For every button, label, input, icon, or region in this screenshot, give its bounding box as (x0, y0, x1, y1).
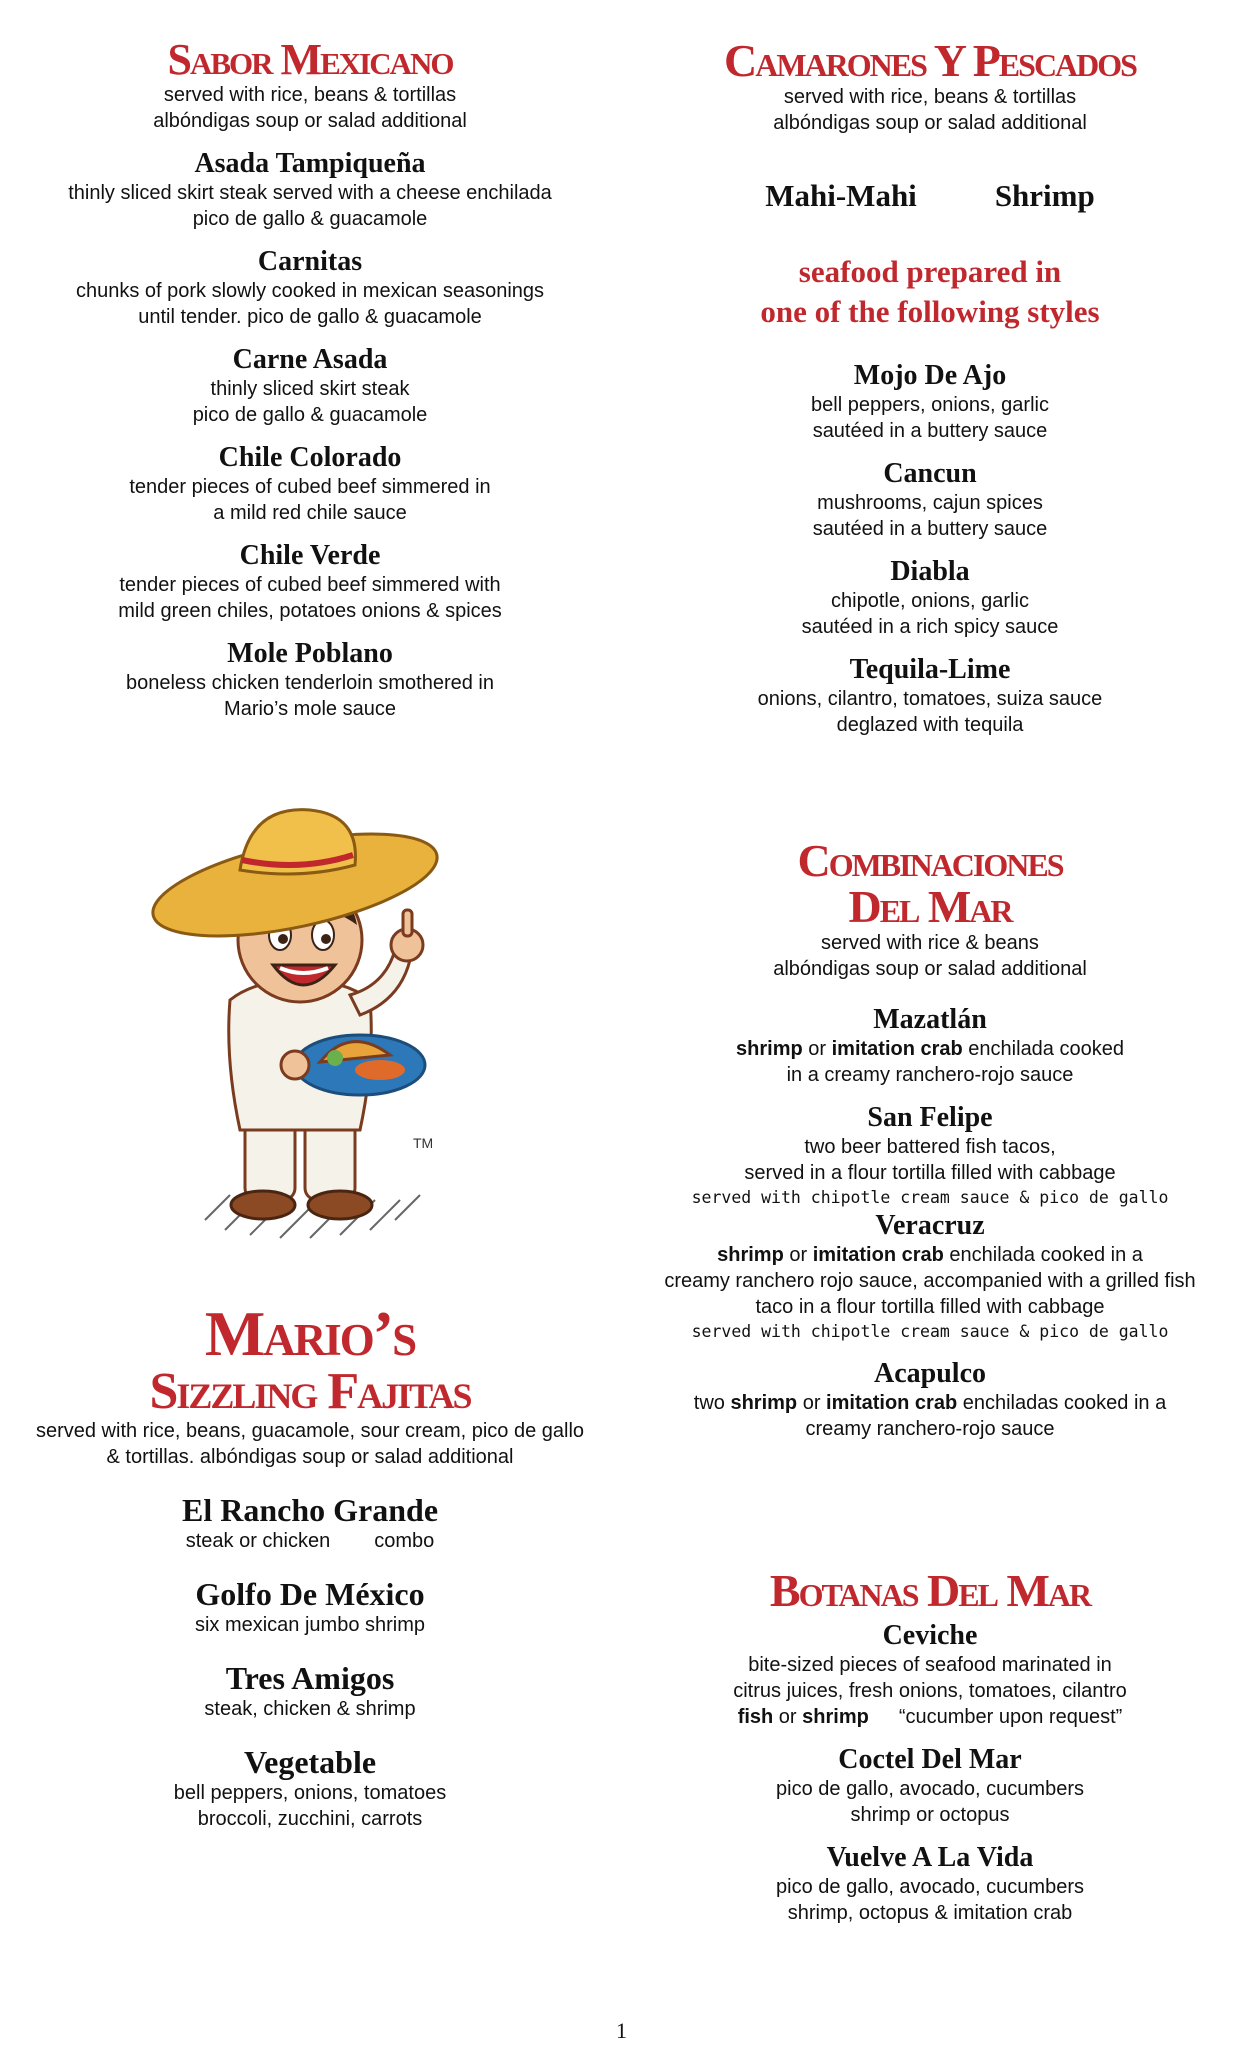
protein-options (640, 178, 1220, 214)
dish-description: thinly sliced skirt steak served with a cheese enchilada (68, 182, 552, 204)
dish-description: broccoli, zucchini, carrots (197, 1808, 423, 1830)
dish-name: Mole Poblano (227, 638, 393, 669)
menu-item (30, 1576, 590, 1638)
text-span: or (783, 1244, 813, 1266)
sabor-mexicano-section (30, 35, 590, 722)
section-description: served with rice, beans, guacamole, sour cream, pico de gallo (35, 1420, 585, 1442)
text-span: enchilada cooked (962, 1038, 1124, 1060)
section-description: & tortillas. albóndigas soup or salad additional (106, 1446, 514, 1468)
dish-note: served with chipotle cream sauce & pico de gallo (691, 1322, 1169, 1341)
menu-item (640, 1102, 1220, 1210)
styles-note (640, 252, 1220, 332)
menu-item (30, 344, 590, 428)
option-combo: combo (374, 1530, 435, 1552)
protein-shrimp: Shrimp (994, 178, 1095, 213)
bold-option: fish (737, 1706, 774, 1728)
menu-item (640, 1620, 1220, 1730)
text-span: two (693, 1392, 731, 1414)
dish-description: two beer battered fish tacos, (804, 1136, 1056, 1158)
dish-description: served in a flour tortilla filled with cabbage (744, 1162, 1116, 1184)
menu-item (30, 1492, 590, 1554)
dish-description: tender pieces of cubed beef simmered with (119, 574, 501, 596)
dish-description (640, 1704, 1220, 1730)
dish-description: taco in a flour tortilla filled with cabbage (755, 1296, 1105, 1318)
bold-option: shrimp (802, 1706, 869, 1728)
dish-description: boneless chicken tenderloin smothered in (126, 672, 494, 694)
dish-name: El Rancho Grande (181, 1492, 439, 1528)
dish-description (640, 1036, 1220, 1062)
dish-description: six mexican jumbo shrimp (194, 1614, 426, 1636)
dish-description: onions, cilantro, tomatoes, suiza sauce (757, 688, 1103, 710)
dish-name: Asada Tampiqueña (194, 148, 426, 179)
mascot-illustration (145, 800, 475, 1260)
botanas-section (640, 1565, 1220, 1926)
request-note: “cucumber upon request” (898, 1706, 1123, 1728)
dish-description: chipotle, onions, garlic (831, 590, 1029, 612)
section-description: albóndigas soup or salad additional (773, 112, 1087, 134)
dish-description: pico de gallo & guacamole (192, 404, 428, 426)
option-steak-chicken: steak or chicken (185, 1530, 331, 1552)
menu-item (30, 1744, 590, 1832)
section-title: Combinaciones (797, 835, 1063, 886)
section-description: served with rice, beans & tortillas (783, 86, 1077, 108)
menu-item (30, 246, 590, 330)
dish-description (640, 1390, 1220, 1416)
bold-option: shrimp (730, 1392, 798, 1414)
dish-name: Coctel Del Mar (838, 1744, 1022, 1775)
dish-description: bell peppers, onions, tomatoes (173, 1782, 447, 1804)
dish-description: creamy ranchero-rojo sauce (805, 1418, 1055, 1440)
menu-item (640, 1358, 1220, 1442)
dish-name: Diabla (890, 556, 970, 587)
dish-description: steak, chicken & shrimp (204, 1698, 416, 1720)
menu-item (30, 1660, 590, 1722)
trademark-label: TM (413, 1135, 434, 1151)
dish-description: pico de gallo & guacamole (192, 208, 428, 230)
dish-name: Cancun (883, 458, 977, 489)
menu-item (640, 360, 1220, 444)
dish-description: shrimp or octopus (850, 1804, 1010, 1826)
text-span: enchilada cooked in a (943, 1244, 1143, 1266)
dish-name: Carnitas (257, 246, 363, 277)
bold-option: shrimp (717, 1244, 784, 1266)
dish-description: in a creamy ranchero-rojo sauce (786, 1064, 1074, 1086)
section-description: served with rice & beans (821, 932, 1039, 954)
dish-name: Chile Verde (239, 540, 381, 571)
dish-description (640, 1242, 1220, 1268)
dish-name: Veracruz (875, 1210, 985, 1241)
dish-name: Ceviche (882, 1620, 978, 1651)
styles-note-line: seafood prepared in (798, 254, 1062, 289)
combinaciones-section (640, 835, 1220, 1442)
text-span: or (802, 1038, 832, 1060)
dish-description: shrimp, octopus & imitation crab (787, 1902, 1073, 1924)
menu-item (640, 458, 1220, 542)
styles-note-line: one of the following styles (760, 294, 1100, 329)
dish-name: Acapulco (874, 1358, 986, 1389)
dish-description: creamy ranchero rojo sauce, accompanied with a grilled fish (664, 1270, 1196, 1292)
section-description: albóndigas soup or salad additional (153, 110, 467, 132)
dish-description: sautéed in a rich spicy sauce (801, 616, 1059, 638)
dish-name: Carne Asada (232, 344, 388, 375)
dish-description: mushrooms, cajun spices (817, 492, 1043, 514)
dish-description: pico de gallo, avocado, cucumbers (776, 1778, 1084, 1800)
bold-option: imitation crab (826, 1392, 958, 1414)
menu-item (30, 638, 590, 722)
dish-description: until tender. pico de gallo & guacamole (138, 306, 482, 328)
dish-name: Chile Colorado (218, 442, 402, 473)
dish-note: served with chipotle cream sauce & pico de gallo (691, 1188, 1169, 1207)
section-description: served with rice, beans & tortillas (163, 84, 457, 106)
dish-description: thinly sliced skirt steak (210, 378, 410, 400)
page-number: 1 (616, 2018, 627, 2043)
dish-description: sautéed in a buttery sauce (812, 518, 1048, 540)
menu-item (30, 540, 590, 624)
dish-name: Tres Amigos (225, 1660, 395, 1696)
dish-description: pico de gallo, avocado, cucumbers (776, 1876, 1084, 1898)
dish-description: mild green chiles, potatoes onions & spices (118, 600, 502, 622)
dish-description: tender pieces of cubed beef simmered in (129, 476, 491, 498)
menu-item (640, 1744, 1220, 1828)
menu-item (640, 1004, 1220, 1088)
bold-option: imitation crab (831, 1038, 963, 1060)
dish-description: sautéed in a buttery sauce (812, 420, 1048, 442)
dish-description: bell peppers, onions, garlic (811, 394, 1049, 416)
dish-name: Mojo De Ajo (853, 360, 1007, 391)
dish-description: bite-sized pieces of seafood marinated in (748, 1654, 1112, 1676)
menu-item (640, 556, 1220, 640)
bold-option: imitation crab (812, 1244, 944, 1266)
dish-name: Vegetable (243, 1744, 377, 1780)
section-title: Mario’s (204, 1298, 416, 1369)
fajitas-section (30, 1298, 590, 1832)
dish-description: deglazed with tequila (836, 714, 1024, 736)
section-title: Del Mar (848, 881, 1012, 932)
menu-item (30, 442, 590, 526)
text-span: or (797, 1392, 827, 1414)
dish-name: Golfo De México (195, 1576, 425, 1612)
bold-option: shrimp (736, 1038, 803, 1060)
section-description: albóndigas soup or salad additional (773, 958, 1087, 980)
camarones-pescados-section (640, 35, 1220, 738)
section-title: Botanas Del Mar (769, 1565, 1091, 1616)
text-span: or (773, 1706, 803, 1728)
dish-name: San Felipe (867, 1102, 993, 1133)
dish-description: citrus juices, fresh onions, tomatoes, cilantro (733, 1680, 1127, 1702)
menu-item (640, 1210, 1220, 1344)
menu-item (640, 1842, 1220, 1926)
dish-description: Mario’s mole sauce (224, 698, 396, 720)
section-title: Camarones Y Pescados (724, 35, 1136, 86)
text-span: enchiladas cooked in a (957, 1392, 1167, 1414)
menu-item (640, 654, 1220, 738)
dish-description (30, 1528, 590, 1554)
dish-name: Tequila-Lime (849, 654, 1011, 685)
menu-item (30, 148, 590, 232)
dish-name: Vuelve A La Vida (826, 1842, 1034, 1873)
dish-description: a mild red chile sauce (213, 502, 407, 524)
protein-mahi-mahi: Mahi-Mahi (765, 178, 917, 213)
section-title: Sabor Mexicano (167, 35, 453, 84)
dish-name: Mazatlán (873, 1004, 987, 1035)
dish-description: chunks of pork slowly cooked in mexican seasonings (75, 280, 545, 302)
section-title: Sizzling Fajitas (149, 1363, 471, 1420)
